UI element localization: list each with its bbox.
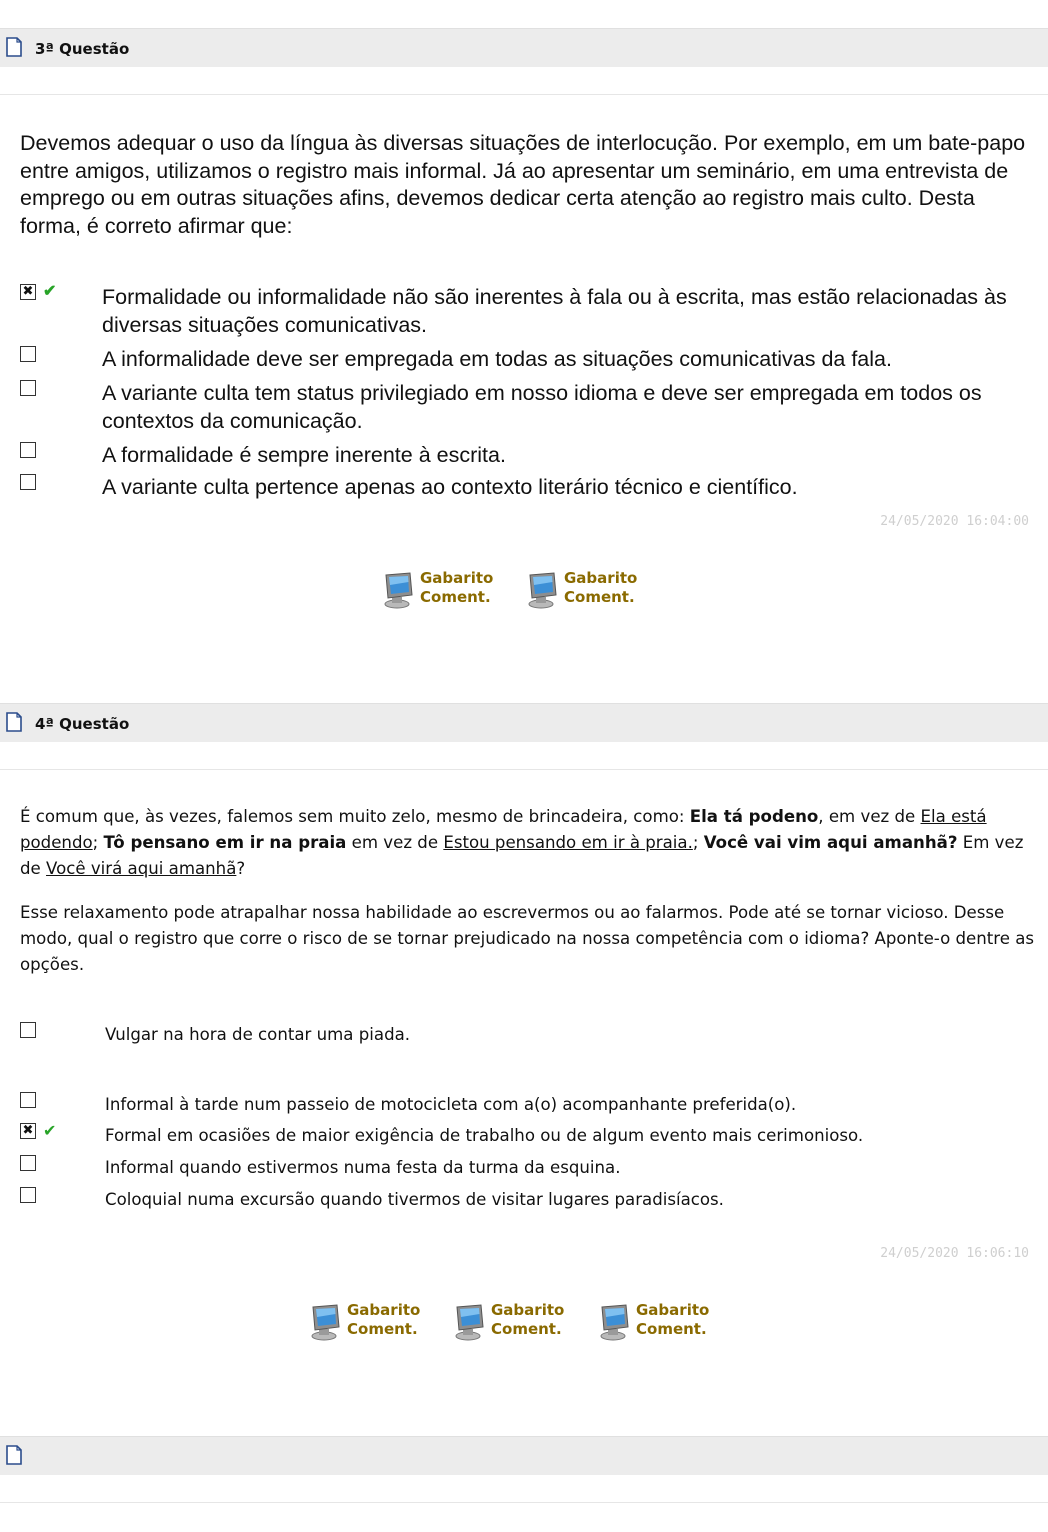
checkbox[interactable] <box>20 380 36 396</box>
button-label: Gabarito Coment. <box>420 569 494 606</box>
question-4-text-paragraph-1: É comum que, às vezes, falemos sem muito zelo, mesmo de brincadeira, como: Ela tá podeno, em vez de Ela está podendo; Tô pensano em ir na praia em vez de Estou pensando em ir à praia.; Você vai vim aqui amanhã? Em vez de Você virá aqui amanhã? <box>20 807 1024 878</box>
question-5-header <box>0 1436 1048 1475</box>
monitor-icon <box>527 571 559 609</box>
checked-checkbox-icon[interactable]: ✖ <box>20 284 36 300</box>
monitor-icon <box>454 1303 486 1341</box>
question-3-header <box>0 28 1048 67</box>
timestamp: 24/05/2020 16:04:00 <box>880 514 1029 529</box>
monitor-icon <box>383 571 415 609</box>
option-label: Informal à tarde num passeio de motocicleta com a(o) acompanhante preferida(o). <box>105 1095 797 1114</box>
document-icon <box>6 1445 22 1465</box>
button-label: Gabarito Coment. <box>636 1301 710 1338</box>
checkbox[interactable] <box>20 1155 36 1171</box>
monitor-icon <box>310 1303 342 1341</box>
option-label: Formal em ocasiões de maior exigência de trabalho ou de algum evento mais cerimonioso. <box>105 1126 864 1145</box>
timestamp: 24/05/2020 16:06:10 <box>880 1246 1029 1261</box>
correct-check-icon: ✔ <box>43 283 57 300</box>
checkbox[interactable] <box>20 1187 36 1203</box>
button-label: Gabarito Coment. <box>347 1301 421 1338</box>
question-4-text-paragraph-2: Esse relaxamento pode atrapalhar nossa habilidade ao escrevermos ou ao falarmos. Pode até se tornar vicioso. Desse modo, qual o registro que corre o risco de se tornar prejudicado na nossa competência com o idioma? Aponte-o dentre as opções. <box>20 903 1035 974</box>
option-label: A informalidade deve ser empregada em todas as situações comunicativas da fala. <box>102 347 892 371</box>
button-label: Gabarito Coment. <box>491 1301 565 1338</box>
gabarito-comentado-button[interactable] <box>383 569 513 613</box>
document-icon <box>6 712 22 732</box>
option-label: A formalidade é sempre inerente à escrita. <box>102 443 506 467</box>
correct-check-icon: ✔ <box>43 1121 57 1140</box>
question-3-text: Devemos adequar o uso da língua às diversas situações de interlocução. Por exemplo, em um bate-papo entre amigos, utilizamos o registro mais informal. Já ao apresentar um seminário, em uma entrevista de emprego ou em outras situações afins, devemos dedicar certa atenção ao registro mais culto. Desta forma, é correto afirmar que: <box>20 131 1026 238</box>
question-4-title: 4ª Questão <box>35 715 130 733</box>
option-label: Formalidade ou informalidade não são inerentes à fala ou à escrita, mas estão relacionadas às diversas situações comunicativas. <box>102 285 1007 337</box>
checkbox[interactable] <box>20 442 36 458</box>
option-label: A variante culta pertence apenas ao contexto literário técnico e científico. <box>102 475 798 499</box>
question-4-header <box>0 703 1048 742</box>
checkbox[interactable] <box>20 474 36 490</box>
divider <box>0 769 1048 770</box>
gabarito-comentado-button[interactable] <box>310 1301 440 1345</box>
option-label: A variante culta tem status privilegiado em nosso idioma e deve ser empregada em todos os contextos da comunicação. <box>102 381 982 433</box>
gabarito-comentado-button[interactable] <box>599 1301 729 1345</box>
document-icon <box>6 37 22 57</box>
gabarito-comentado-button[interactable] <box>454 1301 584 1345</box>
gabarito-comentado-button[interactable] <box>527 569 657 613</box>
divider <box>0 94 1048 95</box>
option-label: Coloquial numa excursão quando tivermos de visitar lugares paradisíacos. <box>105 1190 724 1209</box>
monitor-icon <box>599 1303 631 1341</box>
button-label: Gabarito Coment. <box>564 569 638 606</box>
checkbox[interactable] <box>20 346 36 362</box>
divider <box>0 1502 1048 1503</box>
checkbox[interactable] <box>20 1022 36 1038</box>
checked-checkbox-icon[interactable]: ✖ <box>20 1123 36 1139</box>
option-label: Informal quando estivermos numa festa da turma da esquina. <box>105 1158 621 1177</box>
question-3-title: 3ª Questão <box>35 40 130 58</box>
option-label: Vulgar na hora de contar uma piada. <box>105 1025 411 1044</box>
checkbox[interactable] <box>20 1092 36 1108</box>
